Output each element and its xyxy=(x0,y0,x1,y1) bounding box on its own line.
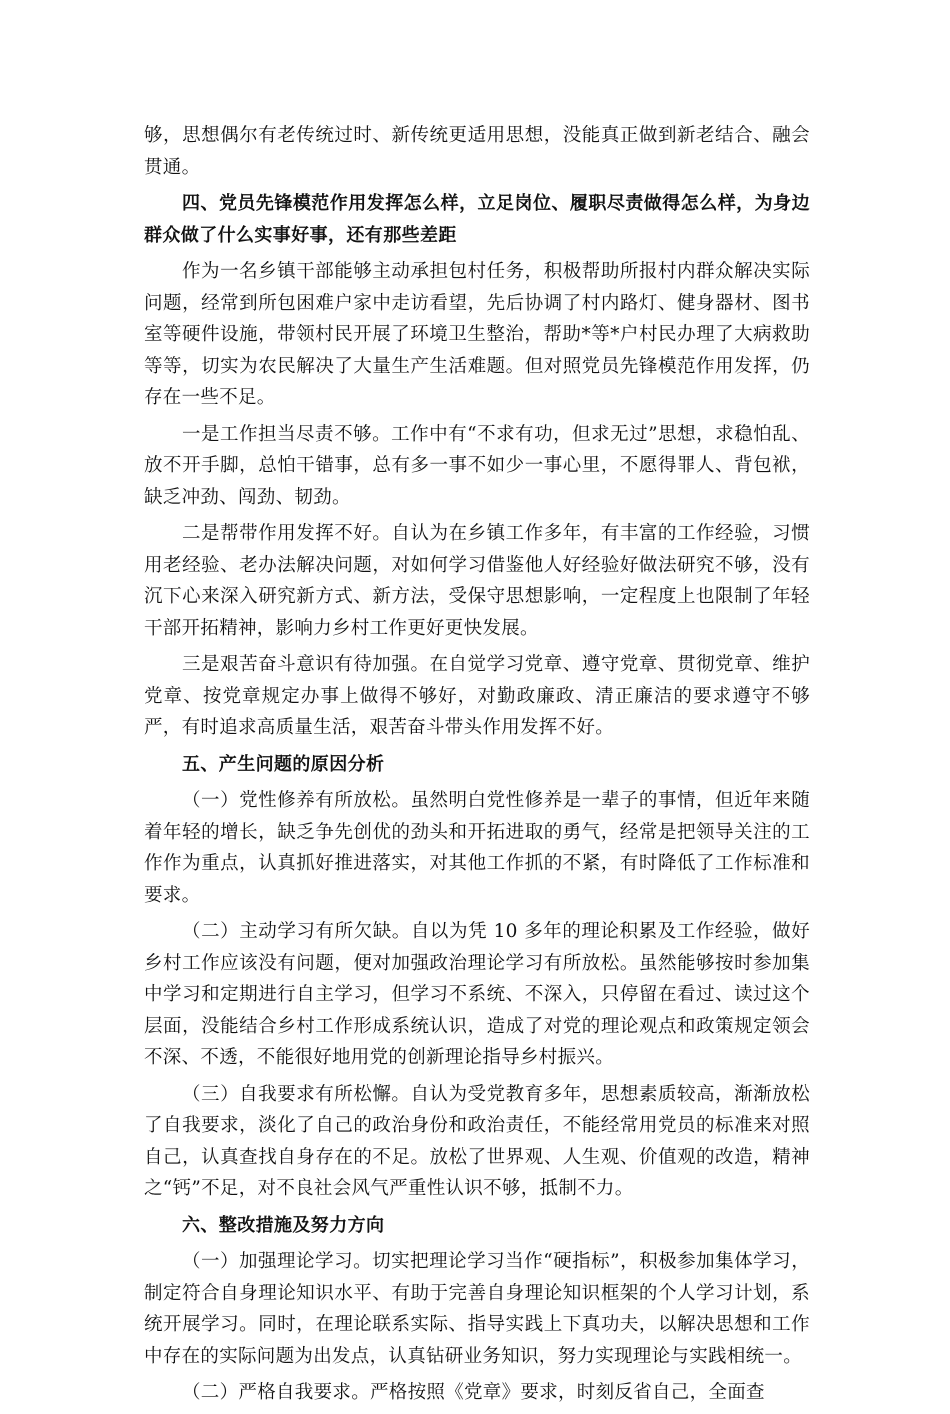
paragraph-shortcoming-1: 一是工作担当尽责不够。工作中有“不求有功，但求无过”思想，求稳怕乱、放不开手脚，总怕干错事，总有多一事不如少一事心里，不愿得罪人、背包袱，缺乏冲劲、闯劲、韧劲。 xyxy=(144,423,810,508)
section-heading-4: 四、党员先锋模范作用发挥怎么样，立足岗位、履职尽责做得怎么样，为身边群众做了什么实事好事，还有那些差距 xyxy=(144,193,810,246)
paragraph-measure-2: （二）严格自我要求。严格按照《党章》要求，时刻反省自己，全面查 xyxy=(182,1382,765,1403)
document-body xyxy=(144,120,810,1414)
paragraph-measure-1: （一）加强理论学习。切实把理论学习当作“硬指标”，积极参加集体学习，制定符合自身理论知识水平、有助于完善自身理论知识框架的个人学习计划，系统开展学习。同时，在理论联系实际、指导实践上下真功夫，以解决思想和工作中存在的实际问题为出发点，认真钻研业务知识，努力实现理论与实践相统一。 xyxy=(144,1251,810,1367)
paragraph-continuation: 够，思想偶尔有老传统过时、新传统更适用思想，没能真正做到新老结合、融会贯通。 xyxy=(144,125,810,178)
section-heading-6: 六、整改措施及努力方向 xyxy=(182,1214,385,1236)
paragraph-shortcoming-3: 三是艰苦奋斗意识有待加强。在自觉学习党章、遵守党章、贯彻党章、维护党章、按党章规定办事上做得不够好，对勤政廉政、清正廉洁的要求遵守不够严，有时追求高质量生活，艰苦奋斗带头作用发挥不好。 xyxy=(144,654,810,738)
paragraph-shortcoming-2: 二是帮带作用发挥不好。自认为在乡镇工作多年，有丰富的工作经验，习惯用老经验、老办法解决问题，对如何学习借鉴他人好经验好做法研究不够，没有沉下心来深入研究新方式、新方法，受保守思想影响，一定程度上也限制了年轻干部开拓精神，影响力乡村工作更好更快发展。 xyxy=(144,523,810,639)
paragraph-cause-2: （二）主动学习有所欠缺。自以为凭 10 多年的理论积累及工作经验，做好乡村工作应该没有问题，便对加强政治理论学习有所放松。虽然能够按时参加集中学习和定期进行自主学习，但学习不系统、不深入，只停留在看过、读过这个层面，没能结合乡村工作形成系统认识，造成了对党的理论观点和政策规定领会不深、不透，不能很好地用党的创新理论指导乡村振兴。 xyxy=(144,921,810,1068)
section-heading-5: 五、产生问题的原因分析 xyxy=(182,753,385,775)
paragraph-duty-intro: 作为一名乡镇干部能够主动承担包村任务，积极帮助所报村内群众解决实际问题，经常到所包困难户家中走访看望，先后协调了村内路灯、健身器材、图书室等硬件设施，带领村民开展了环境卫生整治，帮助*等*户村民办理了大病救助等等，切实为农民解决了大量生产生活难题。但对照党员先锋模范作用发挥，仍存在一些不足。 xyxy=(144,261,810,408)
paragraph-cause-3: （三）自我要求有所松懈。自认为受党教育多年，思想素质较高，渐渐放松了自我要求，淡化了自己的政治身份和政治责任，不能经常用党员的标准来对照自己，认真查找自身存在的不足。放松了世界观、人生观、价值观的改造，精神之“钙”不足，对不良社会风气严重性认识不够，抵制不力。 xyxy=(144,1083,810,1199)
paragraph-cause-1: （一）党性修养有所放松。虽然明白党性修养是一辈子的事情，但近年来随着年轻的增长，缺乏争先创优的劲头和开拓进取的勇气，经常是把领导关注的工作作为重点，认真抓好推进落实，对其他工作抓的不紧，有时降低了工作标准和要求。 xyxy=(144,790,810,906)
